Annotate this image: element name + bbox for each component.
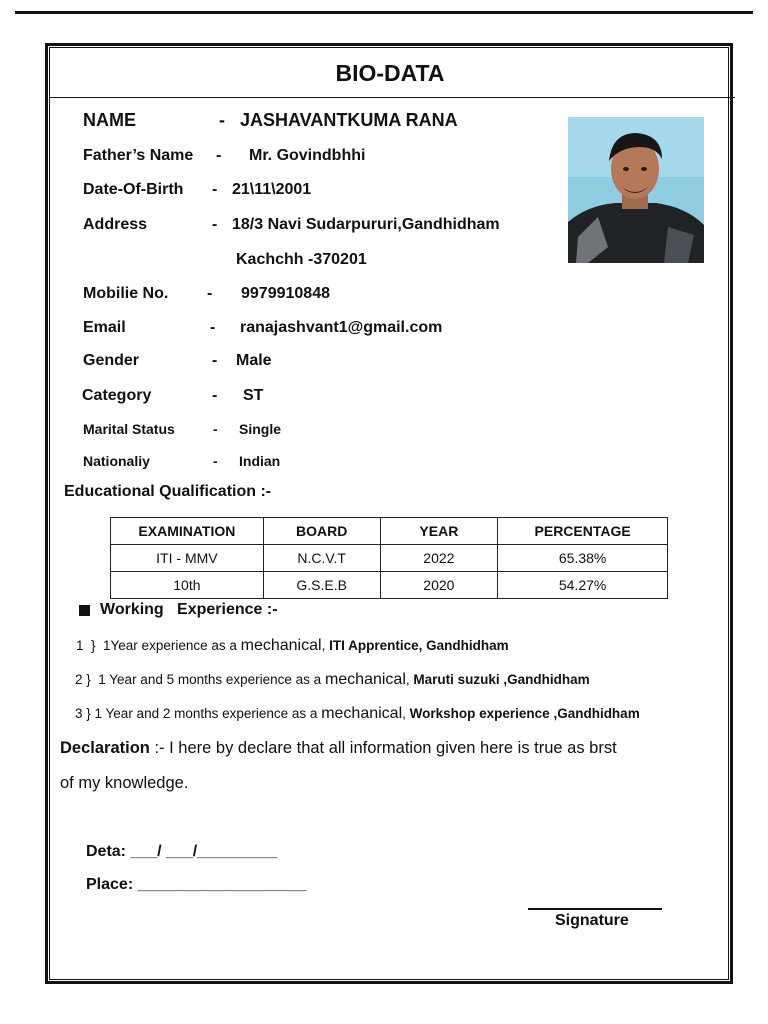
gender-label: Gender (83, 352, 140, 369)
marital-status-dash: - (213, 421, 218, 437)
header-board: BOARD (263, 518, 380, 545)
square-bullet-icon (79, 605, 90, 616)
address-value-line2: Kachchh -370201 (236, 251, 367, 268)
top-rule (15, 11, 753, 14)
declaration (60, 739, 617, 758)
experience-item-prefix: 1 } 1Year experience as a (76, 638, 241, 653)
page-title: BIO-DATA (335, 60, 445, 86)
date-field: Deta: ___/ ___/_________ (86, 843, 278, 860)
address-value: 18/3 Navi Sudarpururi,Gandhidham (232, 216, 500, 233)
table-row (111, 572, 668, 599)
father-dash: - (216, 147, 222, 164)
declaration-line2: of my knowledge. (60, 774, 189, 792)
email-dash: - (210, 319, 216, 336)
experience-item-sep: , (321, 638, 330, 653)
profile-photo-image (568, 117, 704, 263)
experience-item (75, 705, 640, 723)
cell-percentage: 54.27% (498, 572, 668, 599)
profile-photo (568, 117, 704, 263)
email-value: ranajashvant1@gmail.com (240, 319, 443, 336)
mobile-dash: - (207, 285, 213, 302)
nationality-dash: - (213, 453, 218, 469)
dob-dash: - (212, 181, 218, 198)
experience-heading: Working Experience :- (100, 601, 278, 618)
name-label: NAME (83, 110, 136, 130)
cell-board: G.S.E.B (263, 572, 380, 599)
marital-status-value: Single (239, 421, 282, 437)
signature-line (528, 908, 662, 910)
category-value: ST (243, 387, 264, 404)
experience-item-mechanical: mechanical (321, 705, 403, 722)
cell-year: 2020 (380, 572, 498, 599)
declaration-label: Declaration (60, 739, 150, 757)
category-label: Category (82, 387, 152, 404)
marital-status-label: Marital Status (83, 421, 175, 437)
cell-percentage: 65.38% (498, 545, 668, 572)
header-year: YEAR (380, 518, 498, 545)
cell-board: N.C.V.T (263, 545, 380, 572)
mobile-value: 9979910848 (241, 285, 330, 302)
address-dash: - (212, 216, 218, 233)
header-percentage: PERCENTAGE (498, 518, 668, 545)
nationality-label: Nationaliy (83, 453, 150, 469)
experience-item-place: ITI Apprentice, Gandhidham (329, 638, 509, 653)
signature-label: Signature (555, 912, 629, 929)
title-divider (49, 97, 735, 98)
dob-label: Date-Of-Birth (83, 181, 184, 198)
experience-item-mechanical: mechanical (240, 637, 322, 654)
experience-item-sep: , (405, 672, 414, 687)
experience-item-prefix: 3 } 1 Year and 2 months experience as a (75, 706, 322, 721)
category-dash: - (212, 387, 218, 404)
nationality-value: Indian (239, 453, 281, 469)
education-heading: Educational Qualification :- (64, 483, 272, 500)
dob-value: 21\11\2001 (232, 181, 312, 198)
gender-value: Male (236, 352, 272, 369)
father-value: Mr. Govindbhhi (249, 147, 366, 164)
table-row (111, 545, 668, 572)
experience-item-mechanical: mechanical (324, 671, 406, 688)
place-field: Place: ___________________ (86, 876, 307, 893)
experience-item-sep: , (402, 706, 410, 721)
email-label: Email (83, 319, 126, 336)
cell-examination: ITI - MMV (111, 545, 264, 572)
education-table (110, 517, 668, 599)
experience-item (76, 637, 509, 655)
cell-examination: 10th (111, 572, 264, 599)
address-label: Address (83, 216, 148, 233)
header-examination: EXAMINATION (111, 518, 264, 545)
experience-item-place: Maruti suzuki ,Gandhidham (413, 672, 590, 687)
mobile-label: Mobilie No. (83, 285, 169, 302)
name-value: JASHAVANTKUMA RANA (240, 110, 458, 130)
name-dash: - (219, 110, 225, 130)
cell-year: 2022 (380, 545, 498, 572)
experience-item (75, 671, 590, 689)
experience-item-prefix: 2 } 1 Year and 5 months experience as a (75, 672, 325, 687)
declaration-text: :- I here by declare that all information given here is true as brst (149, 739, 617, 757)
gender-dash: - (212, 352, 218, 369)
table-header-row (111, 518, 668, 545)
father-label: Father’s Name (83, 147, 194, 164)
experience-item-place: Workshop experience ,Gandhidham (409, 706, 640, 721)
